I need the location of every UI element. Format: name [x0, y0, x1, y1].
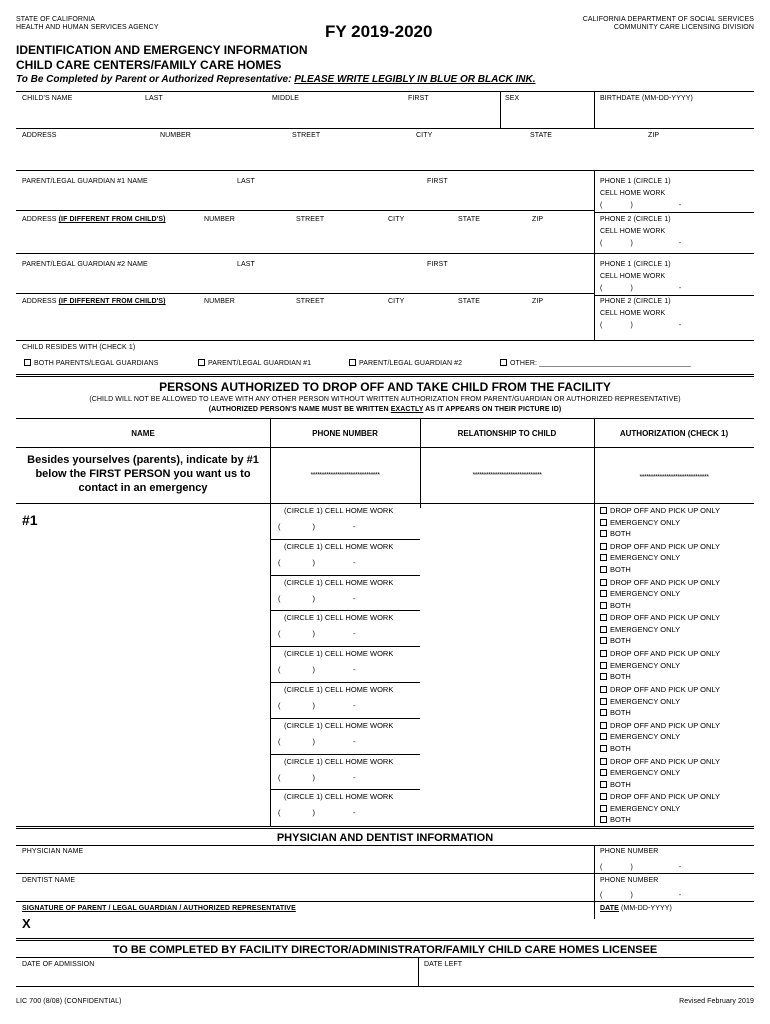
- form-title-line1: IDENTIFICATION AND EMERGENCY INFORMATION: [16, 43, 308, 57]
- guardian2-phone1-label: PHONE 1 (CIRCLE 1): [600, 261, 671, 268]
- child-state-label: STATE: [530, 132, 553, 139]
- authorized-name-field[interactable]: [40, 579, 268, 607]
- checkbox-icon[interactable]: [600, 769, 607, 776]
- checkbox-icon[interactable]: [600, 758, 607, 765]
- guardian1-phone1-label: PHONE 1 (CIRCLE 1): [600, 178, 671, 185]
- authorized-name-field[interactable]: [40, 793, 268, 821]
- guardian1-zip-label: ZIP: [532, 216, 544, 223]
- auth-both-option[interactable]: BOTH: [600, 528, 631, 540]
- auth-both-option[interactable]: BOTH: [600, 814, 631, 826]
- col-authorization-header: AUTHORIZATION (CHECK 1): [619, 429, 729, 438]
- child-sex-field[interactable]: [501, 103, 593, 127]
- auth-drop-option[interactable]: DROP OFF AND PICK UP ONLY: [600, 577, 720, 589]
- left-date-label: DATE LEFT: [424, 961, 463, 968]
- auth-drop-option[interactable]: DROP OFF AND PICK UP ONLY: [600, 541, 720, 553]
- auth-emergency-option[interactable]: EMERGENCY ONLY: [600, 803, 680, 815]
- checkbox-icon[interactable]: [600, 662, 607, 669]
- signature-mark: X: [22, 916, 31, 931]
- auth-emergency-option[interactable]: EMERGENCY ONLY: [600, 731, 680, 743]
- resides-label: CHILD RESIDES WITH (CHECK 1): [22, 344, 136, 351]
- checkbox-icon[interactable]: [600, 709, 607, 716]
- authorized-relationship-field[interactable]: [422, 614, 592, 642]
- checkbox-icon[interactable]: [600, 816, 607, 823]
- checkbox-icon[interactable]: [600, 579, 607, 586]
- dentist-phone-field[interactable]: ( ) -: [600, 892, 682, 899]
- auth-both-option[interactable]: BOTH: [600, 600, 631, 612]
- guardian1-address-label: ADDRESS (IF DIFFERENT FROM CHILD'S): [22, 216, 166, 223]
- relationship-stars: *******************************: [472, 472, 542, 479]
- checkbox-icon[interactable]: [600, 781, 607, 788]
- revised-date: Revised February 2019: [679, 998, 754, 1005]
- guardian2-zip-label: ZIP: [532, 298, 544, 305]
- checkbox-icon[interactable]: [24, 359, 31, 366]
- guardian2-first-label: FIRST: [427, 261, 448, 268]
- auth-both-option[interactable]: BOTH: [600, 671, 631, 683]
- guardian1-city-label: CITY: [388, 216, 405, 223]
- authorized-phone-field[interactable]: ( ) -: [278, 629, 356, 639]
- checkbox-icon[interactable]: [600, 793, 607, 800]
- auth-drop-option[interactable]: DROP OFF AND PICK UP ONLY: [600, 756, 720, 768]
- authorization-stars: *******************************: [639, 474, 709, 481]
- authorized-phone-field[interactable]: ( ) -: [278, 736, 356, 746]
- authorized-relationship-field[interactable]: [422, 793, 592, 821]
- child-first-label: FIRST: [408, 95, 429, 102]
- guardian2-phone1-type[interactable]: CELL HOME WORK: [600, 273, 666, 280]
- resides-guardian2-option[interactable]: PARENT/LEGAL GUARDIAN #2: [349, 359, 462, 367]
- child-sex-label: SEX: [505, 95, 520, 102]
- auth-drop-option[interactable]: DROP OFF AND PICK UP ONLY: [600, 791, 720, 803]
- form-instruction: To Be Completed by Parent or Authorized Representative: PLEASE WRITE LEGIBLY IN BLUE OR BLACK INK.: [16, 74, 536, 85]
- guardian2-street-label: STREET: [296, 298, 325, 305]
- child-last-label: LAST: [145, 95, 163, 102]
- child-number-label: NUMBER: [160, 132, 191, 139]
- checkbox-icon[interactable]: [600, 733, 607, 740]
- guardian1-last-label: LAST: [237, 178, 255, 185]
- checkbox-icon[interactable]: [349, 359, 356, 366]
- authorized-phone-type[interactable]: (CIRCLE 1) CELL HOME WORK: [284, 792, 394, 802]
- form-title-line2: CHILD CARE CENTERS/FAMILY CARE HOMES: [16, 58, 282, 72]
- checkbox-icon[interactable]: [600, 722, 607, 729]
- checkbox-icon[interactable]: [600, 530, 607, 537]
- checkbox-icon[interactable]: [600, 673, 607, 680]
- guardian2-state-label: STATE: [458, 298, 481, 305]
- phone-stars: *******************************: [310, 472, 380, 479]
- guardian2-number-label: NUMBER: [204, 298, 235, 305]
- guardian2-phone2-type[interactable]: CELL HOME WORK: [600, 310, 666, 317]
- child-birthdate-field[interactable]: [595, 103, 754, 127]
- guardian2-phone2-field[interactable]: ( ) -: [600, 322, 682, 329]
- guardian1-phone1-type[interactable]: CELL HOME WORK: [600, 190, 666, 197]
- checkbox-icon[interactable]: [600, 543, 607, 550]
- dentist-name-field[interactable]: [16, 885, 594, 899]
- guardian2-city-label: CITY: [388, 298, 405, 305]
- authorized-phone-field[interactable]: ( ) -: [278, 665, 356, 675]
- checkbox-icon[interactable]: [198, 359, 205, 366]
- authorized-phone-field[interactable]: ( ) -: [278, 593, 356, 603]
- child-street-label: STREET: [292, 132, 321, 139]
- dentist-phone-label: PHONE NUMBER: [600, 877, 659, 884]
- physician-name-label: PHYSICIAN NAME: [22, 848, 84, 855]
- physician-phone-label: PHONE NUMBER: [600, 848, 659, 855]
- auth-drop-option[interactable]: DROP OFF AND PICK UP ONLY: [600, 612, 720, 624]
- auth-drop-option[interactable]: DROP OFF AND PICK UP ONLY: [600, 720, 720, 732]
- child-city-label: CITY: [416, 132, 433, 139]
- checkbox-icon[interactable]: [600, 590, 607, 597]
- authorized-relationship-field[interactable]: [422, 579, 592, 607]
- checkbox-icon[interactable]: [600, 602, 607, 609]
- physician-name-field[interactable]: [16, 856, 594, 872]
- checkbox-icon[interactable]: [500, 359, 507, 366]
- signature-date-field[interactable]: [595, 914, 754, 930]
- authorized-title: PERSONS AUTHORIZED TO DROP OFF AND TAKE CHILD FROM THE FACILITY: [159, 380, 611, 394]
- guardian2-address-field[interactable]: [16, 306, 594, 336]
- checkbox-icon[interactable]: [600, 566, 607, 573]
- guardian1-address-field[interactable]: [16, 224, 594, 250]
- auth-drop-option[interactable]: DROP OFF AND PICK UP ONLY: [600, 505, 720, 517]
- guardian2-phone1-field[interactable]: ( ) -: [600, 285, 682, 292]
- checkbox-icon[interactable]: [600, 650, 607, 657]
- authorized-name-field[interactable]: [40, 758, 268, 786]
- authorized-name-field[interactable]: [40, 614, 268, 642]
- checkbox-icon[interactable]: [600, 637, 607, 644]
- auth-emergency-option[interactable]: EMERGENCY ONLY: [600, 517, 680, 529]
- auth-emergency-option[interactable]: EMERGENCY ONLY: [600, 588, 680, 600]
- authorized-name-field[interactable]: [40, 722, 268, 750]
- child-birthdate-label: BIRTHDATE (MM-DD-YYYY): [600, 95, 693, 102]
- child-address-field[interactable]: [16, 140, 754, 168]
- agency-label: HEALTH AND HUMAN SERVICES AGENCY: [16, 24, 159, 31]
- child-zip-label: ZIP: [648, 132, 660, 139]
- form-number: LIC 700 (8/08) (CONFIDENTIAL): [16, 998, 122, 1005]
- guardian2-name-field[interactable]: [16, 269, 594, 291]
- authorized-phone-field[interactable]: ( ) -: [278, 557, 356, 567]
- fiscal-year: FY 2019-2020: [325, 22, 433, 41]
- department-label: CALIFORNIA DEPARTMENT OF SOCIAL SERVICES: [582, 16, 754, 23]
- authorized-name-field[interactable]: [40, 507, 268, 535]
- authorized-phone-field[interactable]: ( ) -: [278, 522, 356, 531]
- checkbox-icon[interactable]: [600, 614, 607, 621]
- signature-field[interactable]: [40, 914, 592, 930]
- col-phone-header: PHONE NUMBER: [312, 429, 378, 438]
- dentist-name-label: DENTIST NAME: [22, 877, 76, 884]
- guardian2-address-label: ADDRESS (IF DIFFERENT FROM CHILD'S): [22, 298, 166, 305]
- guardian1-number-label: NUMBER: [204, 216, 235, 223]
- authorized-phone-type[interactable]: (CIRCLE 1) CELL HOME WORK: [284, 541, 394, 551]
- auth-drop-option[interactable]: DROP OFF AND PICK UP ONLY: [600, 684, 720, 696]
- authorized-relationship-field[interactable]: [422, 722, 592, 750]
- checkbox-icon[interactable]: [600, 698, 607, 705]
- guardian1-phone2-field[interactable]: ( ) -: [600, 240, 682, 247]
- guardian2-name-label: PARENT/LEGAL GUARDIAN #2 NAME: [22, 261, 148, 268]
- authorized-name-field[interactable]: [40, 686, 268, 714]
- authorized-name-field[interactable]: [40, 650, 268, 678]
- auth-both-option[interactable]: BOTH: [600, 564, 631, 576]
- col-relationship-header: RELATIONSHIP TO CHILD: [457, 429, 557, 438]
- authorized-relationship-field[interactable]: [422, 543, 592, 571]
- authorized-relationship-field[interactable]: [422, 650, 592, 678]
- child-middle-label: MIDDLE: [272, 95, 300, 102]
- auth-emergency-option[interactable]: EMERGENCY ONLY: [600, 767, 680, 779]
- emergency-instruction: Besides yourselves (parents), indicate by #1 below the FIRST PERSON you want us to contact in an emergency: [27, 454, 259, 494]
- guardian1-phone1-field[interactable]: ( ) -: [600, 202, 682, 209]
- authorized-note2: (AUTHORIZED PERSON'S NAME MUST BE WRITTEN EXACTLY AS IT APPEARS ON THEIR PICTURE ID): [208, 406, 562, 413]
- guardian1-street-label: STREET: [296, 216, 325, 223]
- auth-both-option[interactable]: BOTH: [600, 743, 631, 755]
- resides-both-option[interactable]: BOTH PARENTS/LEGAL GUARDIANS: [24, 359, 159, 367]
- guardian1-state-label: STATE: [458, 216, 481, 223]
- checkbox-icon[interactable]: [600, 805, 607, 812]
- admission-date-label: DATE OF ADMISSION: [22, 961, 95, 968]
- authorized-phone-type[interactable]: (CIRCLE 1) CELL HOME WORK: [284, 506, 394, 515]
- authorized-relationship-field[interactable]: [422, 507, 592, 535]
- authorized-phone-type[interactable]: (CIRCLE 1) CELL HOME WORK: [284, 613, 394, 623]
- auth-emergency-option[interactable]: EMERGENCY ONLY: [600, 624, 680, 636]
- first-contact-marker: #1: [22, 512, 38, 528]
- auth-emergency-option[interactable]: EMERGENCY ONLY: [600, 660, 680, 672]
- signature-label: SIGNATURE OF PARENT / LEGAL GUARDIAN / AUTHORIZED REPRESENTATIVE: [22, 905, 296, 912]
- checkbox-icon[interactable]: [600, 686, 607, 693]
- authorized-relationship-field[interactable]: [422, 686, 592, 714]
- division-label: COMMUNITY CARE LICENSING DIVISION: [613, 24, 754, 31]
- child-address-label: ADDRESS: [22, 132, 57, 139]
- authorized-phone-type[interactable]: (CIRCLE 1) CELL HOME WORK: [284, 685, 394, 694]
- child-name-label: CHILD'S NAME: [22, 95, 73, 102]
- authorized-phone-type[interactable]: (CIRCLE 1) CELL HOME WORK: [284, 756, 394, 766]
- auth-both-option[interactable]: BOTH: [600, 779, 631, 791]
- col-name-header: NAME: [131, 429, 155, 438]
- guardian1-name-field[interactable]: [16, 186, 594, 208]
- admission-date-field[interactable]: [16, 969, 416, 985]
- authorized-phone-field[interactable]: ( ) -: [278, 772, 356, 782]
- authorized-note1: (CHILD WILL NOT BE ALLOWED TO LEAVE WITH ANY OTHER PERSON WITHOUT WRITTEN AUTHORIZATION FROM PARENT/GUARDIAN OR AUTHORIZED REPRESENTATIVE): [89, 396, 681, 403]
- auth-emergency-option[interactable]: EMERGENCY ONLY: [600, 552, 680, 564]
- guardian2-last-label: LAST: [237, 261, 255, 268]
- auth-emergency-option[interactable]: EMERGENCY ONLY: [600, 696, 680, 708]
- resides-other-option[interactable]: OTHER: ______________________________________: [500, 359, 691, 367]
- authorized-phone-type[interactable]: (CIRCLE 1) CELL HOME WORK: [284, 577, 394, 587]
- guardian1-name-label: PARENT/LEGAL GUARDIAN #1 NAME: [22, 178, 148, 185]
- state-label: STATE OF CALIFORNIA: [16, 16, 96, 23]
- auth-both-option[interactable]: BOTH: [600, 635, 631, 647]
- checkbox-icon[interactable]: [600, 519, 607, 526]
- guardian1-phone2-label: PHONE 2 (CIRCLE 1): [600, 216, 671, 223]
- checkbox-icon[interactable]: [600, 507, 607, 514]
- auth-drop-option[interactable]: DROP OFF AND PICK UP ONLY: [600, 648, 720, 660]
- checkbox-icon[interactable]: [600, 626, 607, 633]
- checkbox-icon[interactable]: [600, 554, 607, 561]
- authorized-phone-type[interactable]: (CIRCLE 1) CELL HOME WORK: [284, 649, 394, 659]
- left-date-field[interactable]: [420, 969, 754, 985]
- authorized-name-field[interactable]: [40, 543, 268, 571]
- checkbox-icon[interactable]: [600, 745, 607, 752]
- physician-phone-field[interactable]: ( ) -: [600, 864, 682, 871]
- guardian1-first-label: FIRST: [427, 178, 448, 185]
- signature-date-label: DATE (MM-DD-YYYY): [600, 905, 672, 912]
- authorized-phone-field[interactable]: ( ) -: [278, 701, 356, 710]
- facility-title: TO BE COMPLETED BY FACILITY DIRECTOR/ADMINISTRATOR/FAMILY CHILD CARE HOMES LICENSEE: [112, 944, 658, 956]
- auth-both-option[interactable]: BOTH: [600, 707, 631, 719]
- authorized-relationship-field[interactable]: [422, 758, 592, 786]
- authorized-phone-field[interactable]: ( ) -: [278, 808, 356, 818]
- child-name-field[interactable]: [16, 103, 500, 127]
- guardian2-phone2-label: PHONE 2 (CIRCLE 1): [600, 298, 671, 305]
- resides-guardian1-option[interactable]: PARENT/LEGAL GUARDIAN #1: [198, 359, 311, 367]
- physician-title: PHYSICIAN AND DENTIST INFORMATION: [276, 832, 494, 844]
- guardian1-phone2-type[interactable]: CELL HOME WORK: [600, 228, 666, 235]
- authorized-phone-type[interactable]: (CIRCLE 1) CELL HOME WORK: [284, 720, 394, 730]
